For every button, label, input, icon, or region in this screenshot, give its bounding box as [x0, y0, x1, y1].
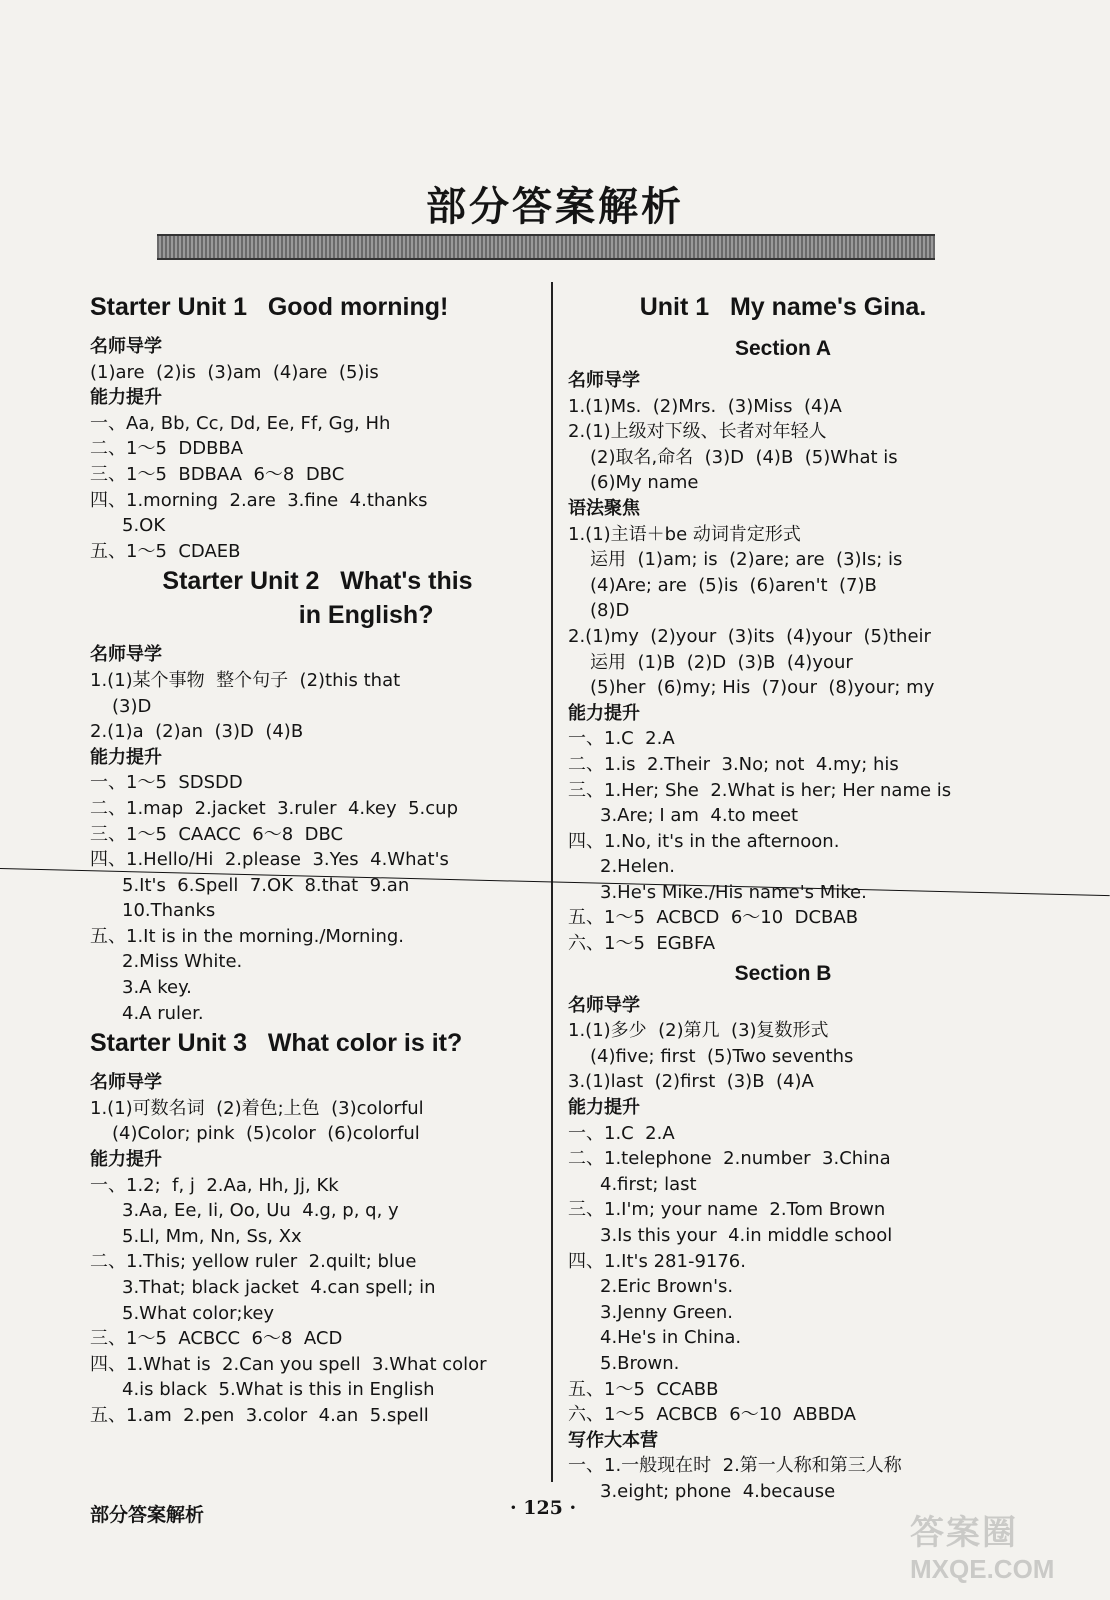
answer-line: 5.Ll, Mm, Nn, Ss, Xx	[122, 1225, 302, 1247]
answer-line: 一、1.2; f, j 2.Aa, Hh, Jj, Kk	[90, 1174, 339, 1196]
answer-line: 五、1.It is in the morning./Morning.	[90, 925, 405, 947]
subsection-label: 能力提升	[90, 746, 162, 768]
answer-line: (3)D	[112, 695, 152, 717]
answer-line: 六、1～5 EGBFA	[568, 933, 716, 955]
left-column	[90, 290, 545, 1429]
answer-line: 二、1.is 2.Their 3.No; not 4.my; his	[568, 753, 899, 775]
right-column	[568, 290, 998, 1505]
answer-line: 3.He's Mike./His name's Mike.	[600, 881, 867, 903]
subsection-label: 名师导学	[568, 370, 640, 391]
answer-line: (6)My name	[590, 472, 699, 494]
answer-line: (8)D	[590, 600, 630, 622]
answer-line: (4)Color; pink (5)color (6)colorful	[112, 1123, 420, 1145]
subsection-label: 能力提升	[568, 702, 640, 724]
subsection-label: 名师导学	[568, 994, 640, 1016]
answer-line: 3.(1)last (2)first (3)B (4)A	[568, 1071, 814, 1093]
answer-line: 2.Helen.	[600, 856, 675, 878]
answer-line: 4.He's in China.	[600, 1327, 742, 1349]
answer-line: 二、1～5 DDBBA	[90, 438, 244, 460]
answer-line: 1.(1)Ms. (2)Mrs. (3)Miss (4)A	[568, 395, 842, 417]
answer-line: 运用 (1)B (2)D (3)B (4)your	[590, 651, 853, 673]
answer-line: 五、1.am 2.pen 3.color 4.an 5.spell	[90, 1404, 429, 1426]
unit-heading: Starter Unit 2 What's this in English?	[162, 567, 473, 630]
subsection-label: 名师导学	[90, 1072, 162, 1094]
answer-line: (5)her (6)my; His (7)our (8)your; my	[590, 677, 935, 699]
answer-line: 3.Jenny Green.	[600, 1301, 733, 1323]
answer-line: 三、1～5 CAACC 6～8 DBC	[90, 823, 344, 845]
watermark-url: MXQE.COM	[910, 1554, 1055, 1584]
watermark-text: 答案圈	[910, 1513, 1018, 1553]
answer-line: 3.That; black jacket 4.can spell; in	[122, 1277, 436, 1298]
answer-line: (2)取名,命名 (3)D (4)B (5)What is	[590, 446, 898, 468]
answer-line: 5.OK	[122, 515, 166, 537]
answer-line: 五、1～5 CDAEB	[90, 540, 241, 562]
unit-heading: Unit 1 My name's Gina.	[639, 293, 927, 321]
footer-running-title: 部分答案解析	[90, 1504, 205, 1526]
answer-line: 四、1.What is 2.Can you spell 3.What color	[90, 1353, 487, 1375]
answer-line: 三、1～5 BDBAA 6～8 DBC	[90, 463, 345, 485]
answer-line: 二、1.This; yellow ruler 2.quilt; blue	[90, 1251, 417, 1273]
answer-line: 一、1.一般现在时 2.第一人称和第三人称	[568, 1455, 902, 1477]
answer-line: 四、1.morning 2.are 3.fine 4.thanks	[90, 489, 428, 511]
answer-line: 2.Miss White.	[122, 951, 243, 973]
answer-line: 3.Are; I am 4.to meet	[600, 805, 799, 827]
subsection-label: 能力提升	[90, 1149, 162, 1171]
answer-line: 二、1.map 2.jacket 3.ruler 4.key 5.cup	[90, 797, 458, 819]
answer-line: 10.Thanks	[122, 900, 216, 922]
page-title: 部分答案解析	[426, 184, 684, 230]
answer-line: 三、1.Her; She 2.What is her; Her name is	[568, 779, 952, 801]
page-number: · 125 ·	[510, 1497, 577, 1519]
answer-line: (4)Are; are (5)is (6)aren't (7)B	[590, 574, 877, 596]
answer-line: 2.(1)my (2)your (3)its (4)your (5)their	[568, 625, 931, 647]
section-heading: Section A	[734, 337, 832, 360]
answer-line: 三、1～5 ACBCC 6～8 ACD	[90, 1328, 343, 1350]
answer-line: 2.Eric Brown's.	[600, 1276, 734, 1298]
answer-line: 1.(1)主语＋be 动词肯定形式	[568, 523, 801, 545]
answer-line: 四、1.It's 281-9176.	[568, 1250, 746, 1272]
answer-line: 3.A key.	[122, 977, 192, 999]
answer-line: 3.eight; phone 4.because	[600, 1480, 836, 1502]
answer-line: 2.(1)a (2)an (3)D (4)B	[90, 721, 304, 743]
answer-line: 1.(1)多少 (2)第几 (3)复数形式	[568, 1020, 829, 1042]
answer-line: 四、1.No, it's in the afternoon.	[568, 830, 840, 852]
answer-line: 1.(1)可数名词 (2)着色;上色 (3)colorful	[90, 1097, 424, 1119]
answer-line: 三、1.I'm; your name 2.Tom Brown	[568, 1199, 886, 1221]
answer-line: 一、1.C 2.A	[568, 728, 675, 750]
watermark-logo	[910, 1505, 1100, 1595]
subsection-label: 名师导学	[90, 644, 162, 666]
answer-line: 一、1～5 SDSDD	[90, 772, 243, 794]
answer-line: 1.(1)某个事物 整个句子 (2)this that	[90, 669, 401, 691]
answer-line: 一、1.C 2.A	[568, 1122, 675, 1144]
answer-line: (4)five; first (5)Two sevenths	[590, 1045, 854, 1067]
answer-line: 5.It's 6.Spell 7.OK 8.that 9.an	[122, 874, 410, 896]
answer-line: 4.A ruler.	[122, 1002, 204, 1024]
answer-line: 五、1～5 CCABB	[568, 1378, 719, 1400]
answer-line: 3.Is this your 4.in middle school	[600, 1225, 893, 1246]
answer-line: 一、Aa, Bb, Cc, Dd, Ee, Ff, Gg, Hh	[90, 412, 391, 434]
answer-line: 运用 (1)am; is (2)are; are (3)Is; is	[590, 549, 903, 571]
answer-line: 4.is black 5.What is this in English	[122, 1379, 435, 1401]
subsection-label: 语法聚焦	[568, 497, 640, 519]
subsection-label: 名师导学	[90, 336, 162, 357]
answer-line: 四、1.Hello/Hi 2.please 3.Yes 4.What's	[90, 849, 449, 871]
unit-heading: Starter Unit 1 Good morning!	[90, 293, 449, 321]
section-heading: Section B	[734, 961, 832, 985]
title-decorative-bar	[157, 234, 935, 260]
answer-line: 4.first; last	[600, 1173, 697, 1195]
answer-line: 五、1～5 ACBCD 6～10 DCBAB	[568, 907, 859, 929]
unit-heading: Starter Unit 3 What color is it?	[90, 1029, 463, 1058]
answer-line: 六、1～5 ACBCB 6～10 ABBDA	[568, 1404, 856, 1426]
subsection-label: 能力提升	[90, 387, 162, 409]
answer-line: 5.What color;key	[122, 1302, 275, 1324]
answer-line: (1)are (2)is (3)am (4)are (5)is	[90, 361, 379, 383]
answer-line: 2.(1)上级对下级、长者对年轻人	[568, 421, 827, 443]
answer-line: 3.Aa, Ee, Ii, Oo, Uu 4.g, p, q, y	[122, 1200, 399, 1222]
subsection-label: 能力提升	[568, 1097, 640, 1119]
subsection-label: 写作大本营	[568, 1429, 658, 1451]
answer-line: 5.Brown.	[600, 1352, 680, 1374]
answer-line: 二、1.telephone 2.number 3.China	[568, 1148, 891, 1170]
